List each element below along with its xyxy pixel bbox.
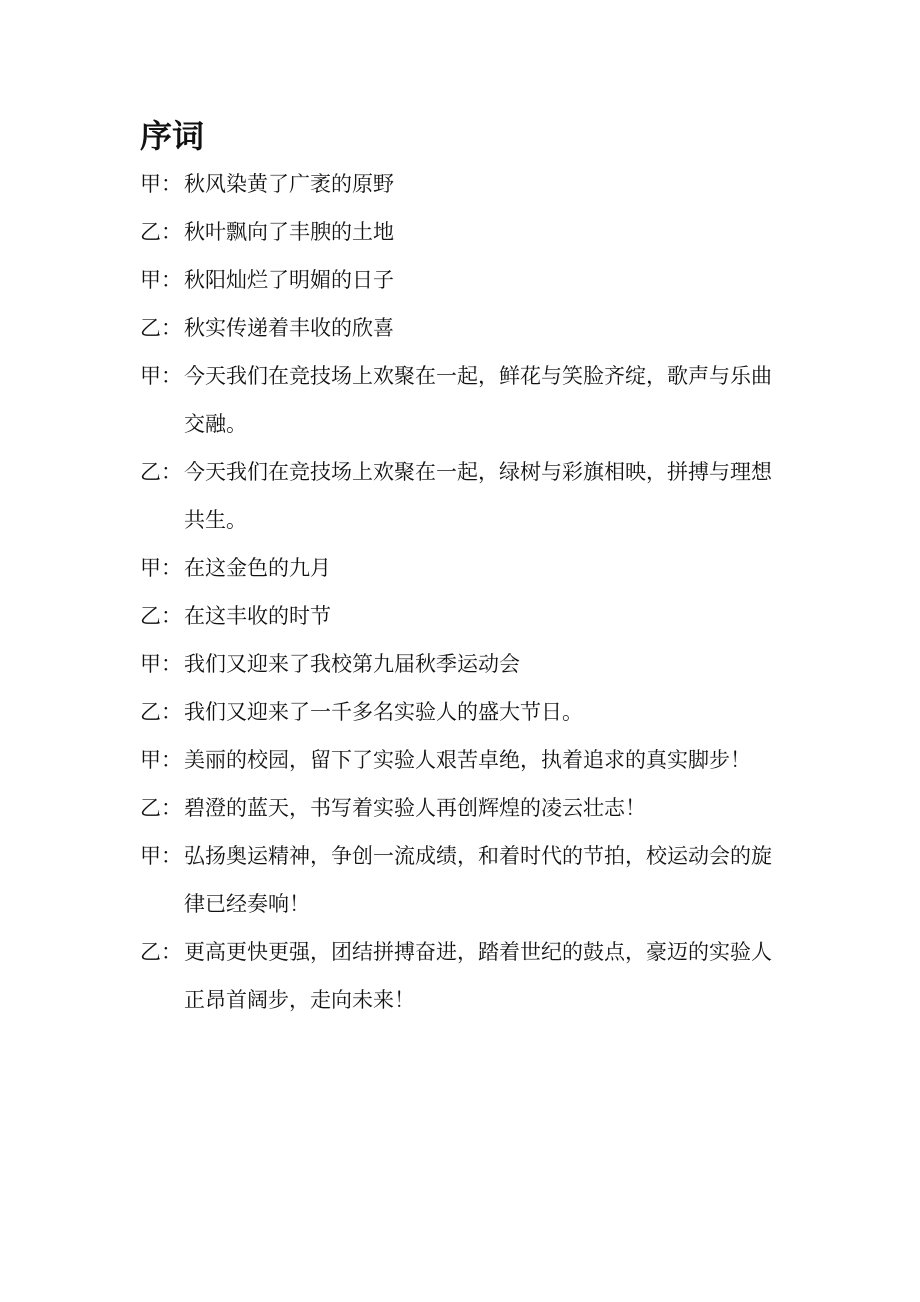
dialogue-line: [140, 448, 780, 544]
dialogue-line: [140, 592, 780, 640]
speech-text: 秋阳灿烂了明媚的日子: [184, 268, 394, 292]
speaker-label: 乙：: [140, 796, 182, 820]
speaker-label: 甲：: [140, 364, 182, 388]
speech-text: 弘扬奥运精神，争创一流成绩，和着时代的节拍，校运动会的旋律已经奏响！: [184, 844, 772, 916]
speech-text: 美丽的校园，留下了实验人艰苦卓绝，执着追求的真实脚步！: [184, 748, 751, 772]
speaker-label: 乙：: [140, 700, 182, 724]
dialogue-line: [140, 544, 780, 592]
speech-text: 秋实传递着丰收的欣喜: [184, 316, 394, 340]
dialogue-line: [140, 352, 780, 448]
speech-text: 我们又迎来了我校第九届秋季运动会: [184, 652, 520, 676]
speaker-label: 乙：: [140, 220, 182, 244]
speech-text: 我们又迎来了一千多名实验人的盛大节日。: [184, 700, 583, 724]
dialogue-line: [140, 688, 780, 736]
speaker-label: 乙：: [140, 940, 182, 964]
speech-text: 秋风染黄了广袤的原野: [184, 172, 394, 196]
dialogue-line: [140, 160, 780, 208]
speaker-label: 甲：: [140, 172, 182, 196]
dialogue-body: [140, 160, 780, 1024]
speaker-label: 甲：: [140, 268, 182, 292]
speech-text: 在这金色的九月: [184, 556, 331, 580]
speaker-label: 甲：: [140, 844, 182, 868]
speaker-label: 乙：: [140, 604, 182, 628]
dialogue-line: [140, 928, 780, 1024]
speech-text: 今天我们在竞技场上欢聚在一起，鲜花与笑脸齐绽，歌声与乐曲交融。: [184, 364, 772, 436]
speaker-label: 甲：: [140, 556, 182, 580]
dialogue-line: [140, 304, 780, 352]
dialogue-line: [140, 736, 780, 784]
dialogue-line: [140, 208, 780, 256]
speaker-label: 甲：: [140, 748, 182, 772]
speaker-label: 乙：: [140, 460, 182, 484]
dialogue-line: [140, 640, 780, 688]
speech-text: 在这丰收的时节: [184, 604, 331, 628]
dialogue-line: [140, 832, 780, 928]
speech-text: 秋叶飘向了丰腴的土地: [184, 220, 394, 244]
speech-text: 碧澄的蓝天，书写着实验人再创辉煌的凌云壮志！: [184, 796, 646, 820]
speech-text: 更高更快更强，团结拼搏奋进，踏着世纪的鼓点，豪迈的实验人正昂首阔步，走向未来！: [184, 940, 772, 1012]
speaker-label: 乙：: [140, 316, 182, 340]
speech-text: 今天我们在竞技场上欢聚在一起，绿树与彩旗相映，拼搏与理想共生。: [184, 460, 772, 532]
document-title: 序词: [140, 117, 205, 155]
dialogue-line: [140, 256, 780, 304]
dialogue-line: [140, 784, 780, 832]
speaker-label: 甲：: [140, 652, 182, 676]
